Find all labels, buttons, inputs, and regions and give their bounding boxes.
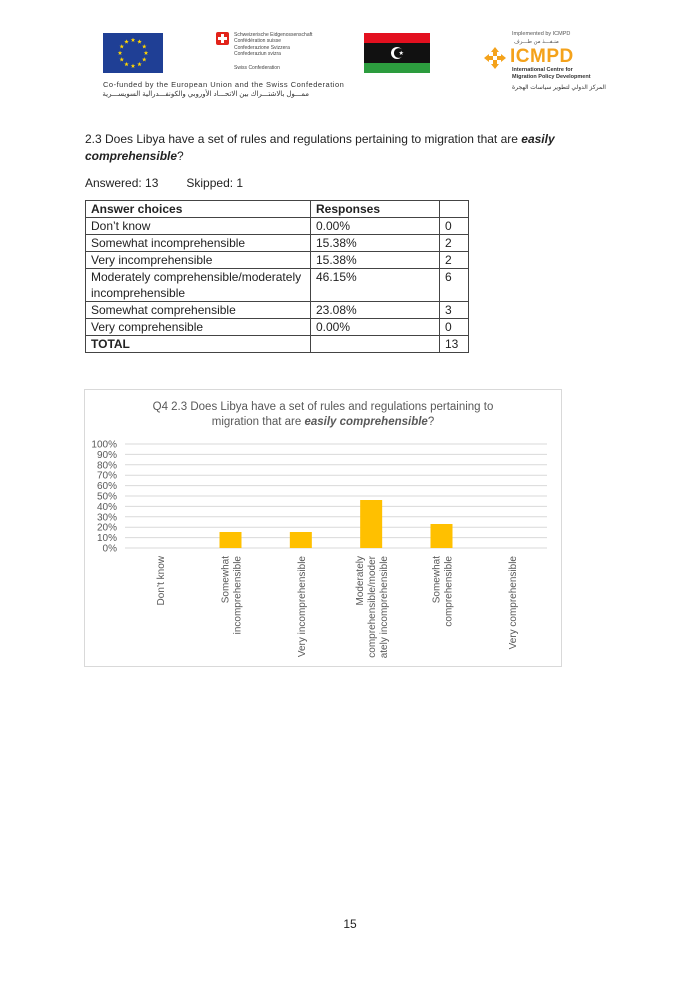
response-count-cell: 2 (440, 252, 469, 269)
implemented-by-label: Implemented by ICMPD (512, 31, 571, 37)
swiss-cross-icon (216, 32, 229, 45)
y-tick-label: 30% (96, 512, 117, 524)
table-row (86, 235, 469, 252)
answer-choice-cell: Somewhat comprehensible (86, 302, 311, 319)
table-row (86, 252, 469, 269)
swiss-confederation-logo (216, 32, 326, 76)
question-suffix: ? (177, 149, 184, 163)
bar (220, 532, 242, 548)
skipped-count: Skipped: 1 (186, 176, 244, 190)
y-tick-label: 90% (96, 449, 117, 461)
eu-star-icon (137, 62, 142, 66)
y-tick-label: 50% (96, 491, 117, 503)
flag-stripe-green (364, 63, 430, 73)
header-responses: Responses (311, 201, 440, 218)
cofunded-arabic: ممـــول بالاشتـــراك بين الاتحـــاد الأوروبي والكونفـــدرالية السويســـرية (102, 91, 309, 98)
eu-stars (103, 33, 163, 73)
question-emphasis: easily comprehensible (85, 132, 555, 163)
swiss-confederation-label: Swiss Confederation (234, 65, 280, 71)
answer-choice-cell: Somewhat incomprehensible (86, 235, 311, 252)
y-tick-label: 0% (102, 543, 117, 555)
chart-title-prefix: migration that are (211, 416, 305, 428)
x-tick-label-line: comprehensible/moder (367, 556, 379, 658)
swiss-name-line: Confederaziun svizra (234, 50, 281, 57)
y-tick-label: 60% (96, 481, 117, 493)
total-percent-cell (311, 336, 440, 353)
answer-choice-cell: Don’t know (86, 218, 311, 235)
icmpd-full-line: Migration Policy Development (512, 73, 591, 80)
eu-star-icon (142, 44, 147, 48)
cofunded-english: Co-funded by the European Union and the Swiss Confederation (103, 80, 345, 89)
x-tick-label-line: comprehensible (443, 556, 455, 627)
y-tick-label: 10% (96, 533, 117, 545)
y-tick-label: 70% (96, 470, 117, 482)
bar (360, 500, 382, 548)
chart-title-line1: Q4 2.3 Does Libya have a set of rules and regulations pertaining to (152, 401, 494, 413)
response-count-cell: 0 (440, 218, 469, 235)
x-tick-label (156, 555, 167, 605)
swiss-name-line: Schweizerische Eidgenossenschaft (234, 32, 313, 38)
y-tick-label: 20% (96, 522, 117, 534)
bar-chart (84, 389, 562, 667)
header-count (440, 201, 469, 218)
total-label-cell: TOTAL (86, 336, 311, 353)
x-tick-label (297, 556, 308, 658)
icmpd-logo (484, 31, 609, 97)
x-tick-label-line: Very comprehensible (507, 556, 519, 650)
flag-stripe-red (364, 33, 430, 43)
icmpd-full-name (512, 67, 591, 80)
response-percent-cell: 46.15% (311, 269, 440, 302)
response-count-cell: 2 (440, 235, 469, 252)
bar (431, 524, 453, 548)
eu-star-icon (144, 51, 149, 55)
header-answer-choices: Answer choices (86, 201, 311, 218)
x-tick-label (355, 555, 390, 658)
answer-choice-cell: Moderately comprehensible/moderately incomprehensible (86, 269, 311, 302)
eu-star-icon (119, 44, 124, 48)
response-count-cell: 0 (440, 319, 469, 336)
table-row (86, 269, 469, 302)
question-text (85, 131, 565, 165)
table-header-row (86, 201, 469, 218)
response-percent-cell: 15.38% (311, 252, 440, 269)
x-tick-label-line: ately incomprehensible (379, 556, 391, 659)
y-tick-label: 80% (96, 460, 117, 472)
eu-star-icon (118, 51, 123, 55)
icmpd-arrows-icon (484, 47, 506, 69)
x-tick-label-line: Somewhat (431, 556, 443, 604)
response-percent-cell: 0.00% (311, 218, 440, 235)
table-row (86, 218, 469, 235)
response-count-cell: 3 (440, 302, 469, 319)
eu-star-icon (131, 38, 136, 42)
crescent-star-icon (364, 43, 430, 63)
eu-star-icon (142, 57, 147, 61)
eu-star-icon (137, 39, 142, 43)
chart-plot-area (85, 390, 561, 666)
response-count-cell: 6 (440, 269, 469, 302)
eu-star-icon (119, 57, 124, 61)
x-tick-label (508, 556, 519, 650)
x-tick-label (432, 556, 455, 627)
libya-flag-logo (364, 33, 430, 73)
swiss-name-line: Confédération suisse (234, 38, 281, 45)
chart-title-suffix: ? (427, 416, 435, 428)
response-percent-cell: 15.38% (311, 235, 440, 252)
icmpd-arabic-name: المركز الدولي لتطوير سياسات الهجرة (512, 85, 606, 91)
x-tick-label-line: incomprehensible (232, 556, 244, 635)
response-percent-cell: 23.08% (311, 302, 440, 319)
swiss-name-line: Confederazione Svizzera (234, 44, 290, 51)
implemented-by-arabic: منـفـــذ من طـــرف (514, 39, 559, 45)
x-tick-label-line: Somewhat (220, 556, 232, 604)
eu-flag-logo (103, 33, 163, 73)
x-tick-label-line: Don’t know (156, 556, 168, 606)
y-tick-label: 40% (96, 501, 117, 513)
y-tick-label: 100% (91, 439, 117, 451)
table-total-row (86, 336, 469, 353)
table-row (86, 319, 469, 336)
table-row (86, 302, 469, 319)
question-prefix: 2.3 Does Libya have a set of rules and regulations pertaining to migration that are (85, 132, 522, 146)
eu-star-icon (131, 64, 136, 68)
response-percent-cell: 0.00% (311, 319, 440, 336)
answered-count: Answered: 13 (85, 176, 159, 190)
answer-choice-cell: Very comprehensible (86, 319, 311, 336)
bar (290, 532, 312, 548)
chart-title-emphasis: easily comprehensible (304, 416, 428, 428)
icmpd-wordmark: ICMPD (510, 46, 574, 67)
page-number: 15 (343, 917, 357, 931)
eu-star-icon (124, 39, 129, 43)
icmpd-full-line: International Centre for (512, 67, 573, 73)
total-count-cell: 13 (440, 336, 469, 353)
answer-choice-cell: Very incomprehensible (86, 252, 311, 269)
x-tick-label (221, 556, 244, 635)
swiss-names (234, 32, 312, 57)
eu-star-icon (124, 62, 129, 66)
response-stats (85, 176, 243, 190)
x-tick-label-line: Very incomprehensible (296, 556, 308, 658)
x-tick-label-line: Moderately (355, 556, 367, 606)
responses-table (85, 200, 469, 353)
flag-stripe-black (364, 43, 430, 63)
